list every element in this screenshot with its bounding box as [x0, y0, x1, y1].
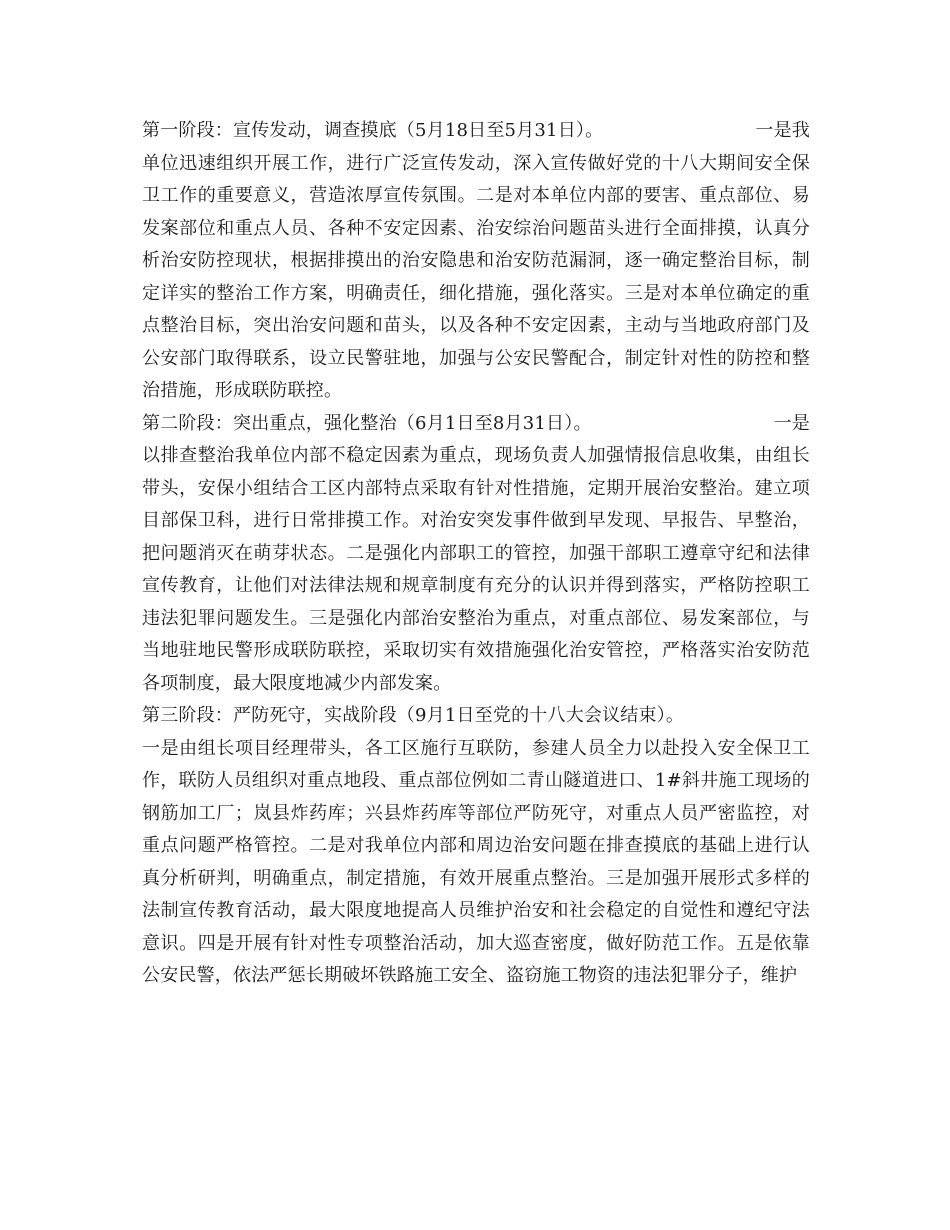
section-2-heading-row: [142, 408, 810, 441]
section-3-heading: 第三阶段：严防死守，实战阶段（9月1日至党的十八大会议结束）。: [142, 705, 685, 726]
section-3-heading-row: [142, 700, 810, 733]
section-1-body: 单位迅速组织开展工作，进行广泛宣传发动，深入宣传做好党的十八大期间安全保卫工作的重要意义，营造浓厚宣传氛围。二是对本单位内部的要害、重点部位、易发案部位和重点人员、各种不安定因素、治安综治问题苗头进行全面排摸，认真分析治安防控现状，根据排摸出的治安隐患和治安防范漏洞，逐一确定整治目标，制定详实的整治工作方案，明确责任，细化措施，强化落实。三是对本单位确定的重点整治目标，突出治安问题和苗头，以及各种不安定因素，主动与当地政府部门及公安部门取得联系，设立民警驻地，加强与公安民警配合，制定针对性的防控和整治措施，形成联防联控。: [142, 152, 810, 401]
document-body: [142, 115, 810, 993]
section-1-heading: 第一阶段：宣传发动，调查摸底（5月18日至5月31日）。: [142, 120, 604, 141]
section-2-heading: 第二阶段：突出重点，强化整治（6月1日至8月31日）。: [142, 412, 592, 434]
section-2-body: 以排查整治我单位内部不稳定因素为重点，现场负责人加强情报信息收集，由组长带头，安保小组结合工区内部特点采取有针对性措施，定期开展治安整治。建立项目部保卫科，进行日常排摸工作。对治安突发事件做到早发现、早报告、早整治，把问题消灭在萌芽状态。二是强化内部职工的管控，加强干部职工遵章守纪和法律宣传教育，让他们对法律法规和规章制度有充分的认识并得到落实，严格防控职工违法犯罪问题发生。三是强化内部治安整治为重点，对重点部位、易发案部位，与当地驻地民警形成联防联控，采取切实有效措施强化治安管控，严格落实治安防范各项制度，最大限度地减少内部发案。: [142, 445, 810, 694]
section-1-heading-row: [142, 115, 810, 148]
section-1-lead: 一是我: [755, 120, 810, 141]
section-2-lead: 一是: [773, 412, 810, 434]
section-3-body: 一是由组长项目经理带头，各工区施行互联防，参建人员全力以赴投入安全保卫工作，联防人员组织对重点地段、重点部位例如二青山隧道进口、1#斜井施工现场的钢筋加工厂；岚县炸药库；兴县炸药库等部位严防死守，对重点人员严密监控，对重点问题严格管控。二是对我单位内部和周边治安问题在排查摸底的基础上进行认真分析研判，明确重点，制定措施，有效开展重点整治。三是加强开展形式多样的法制宣传教育活动，最大限度地提高人员维护治安和社会稳定的自觉性和遵纪守法意识。四是开展有针对性专项整治活动，加大巡查密度，做好防范工作。五是依靠公安民警，依法严惩长期破坏铁路施工安全、盗窃施工物资的违法犯罪分子，维护: [142, 737, 810, 986]
